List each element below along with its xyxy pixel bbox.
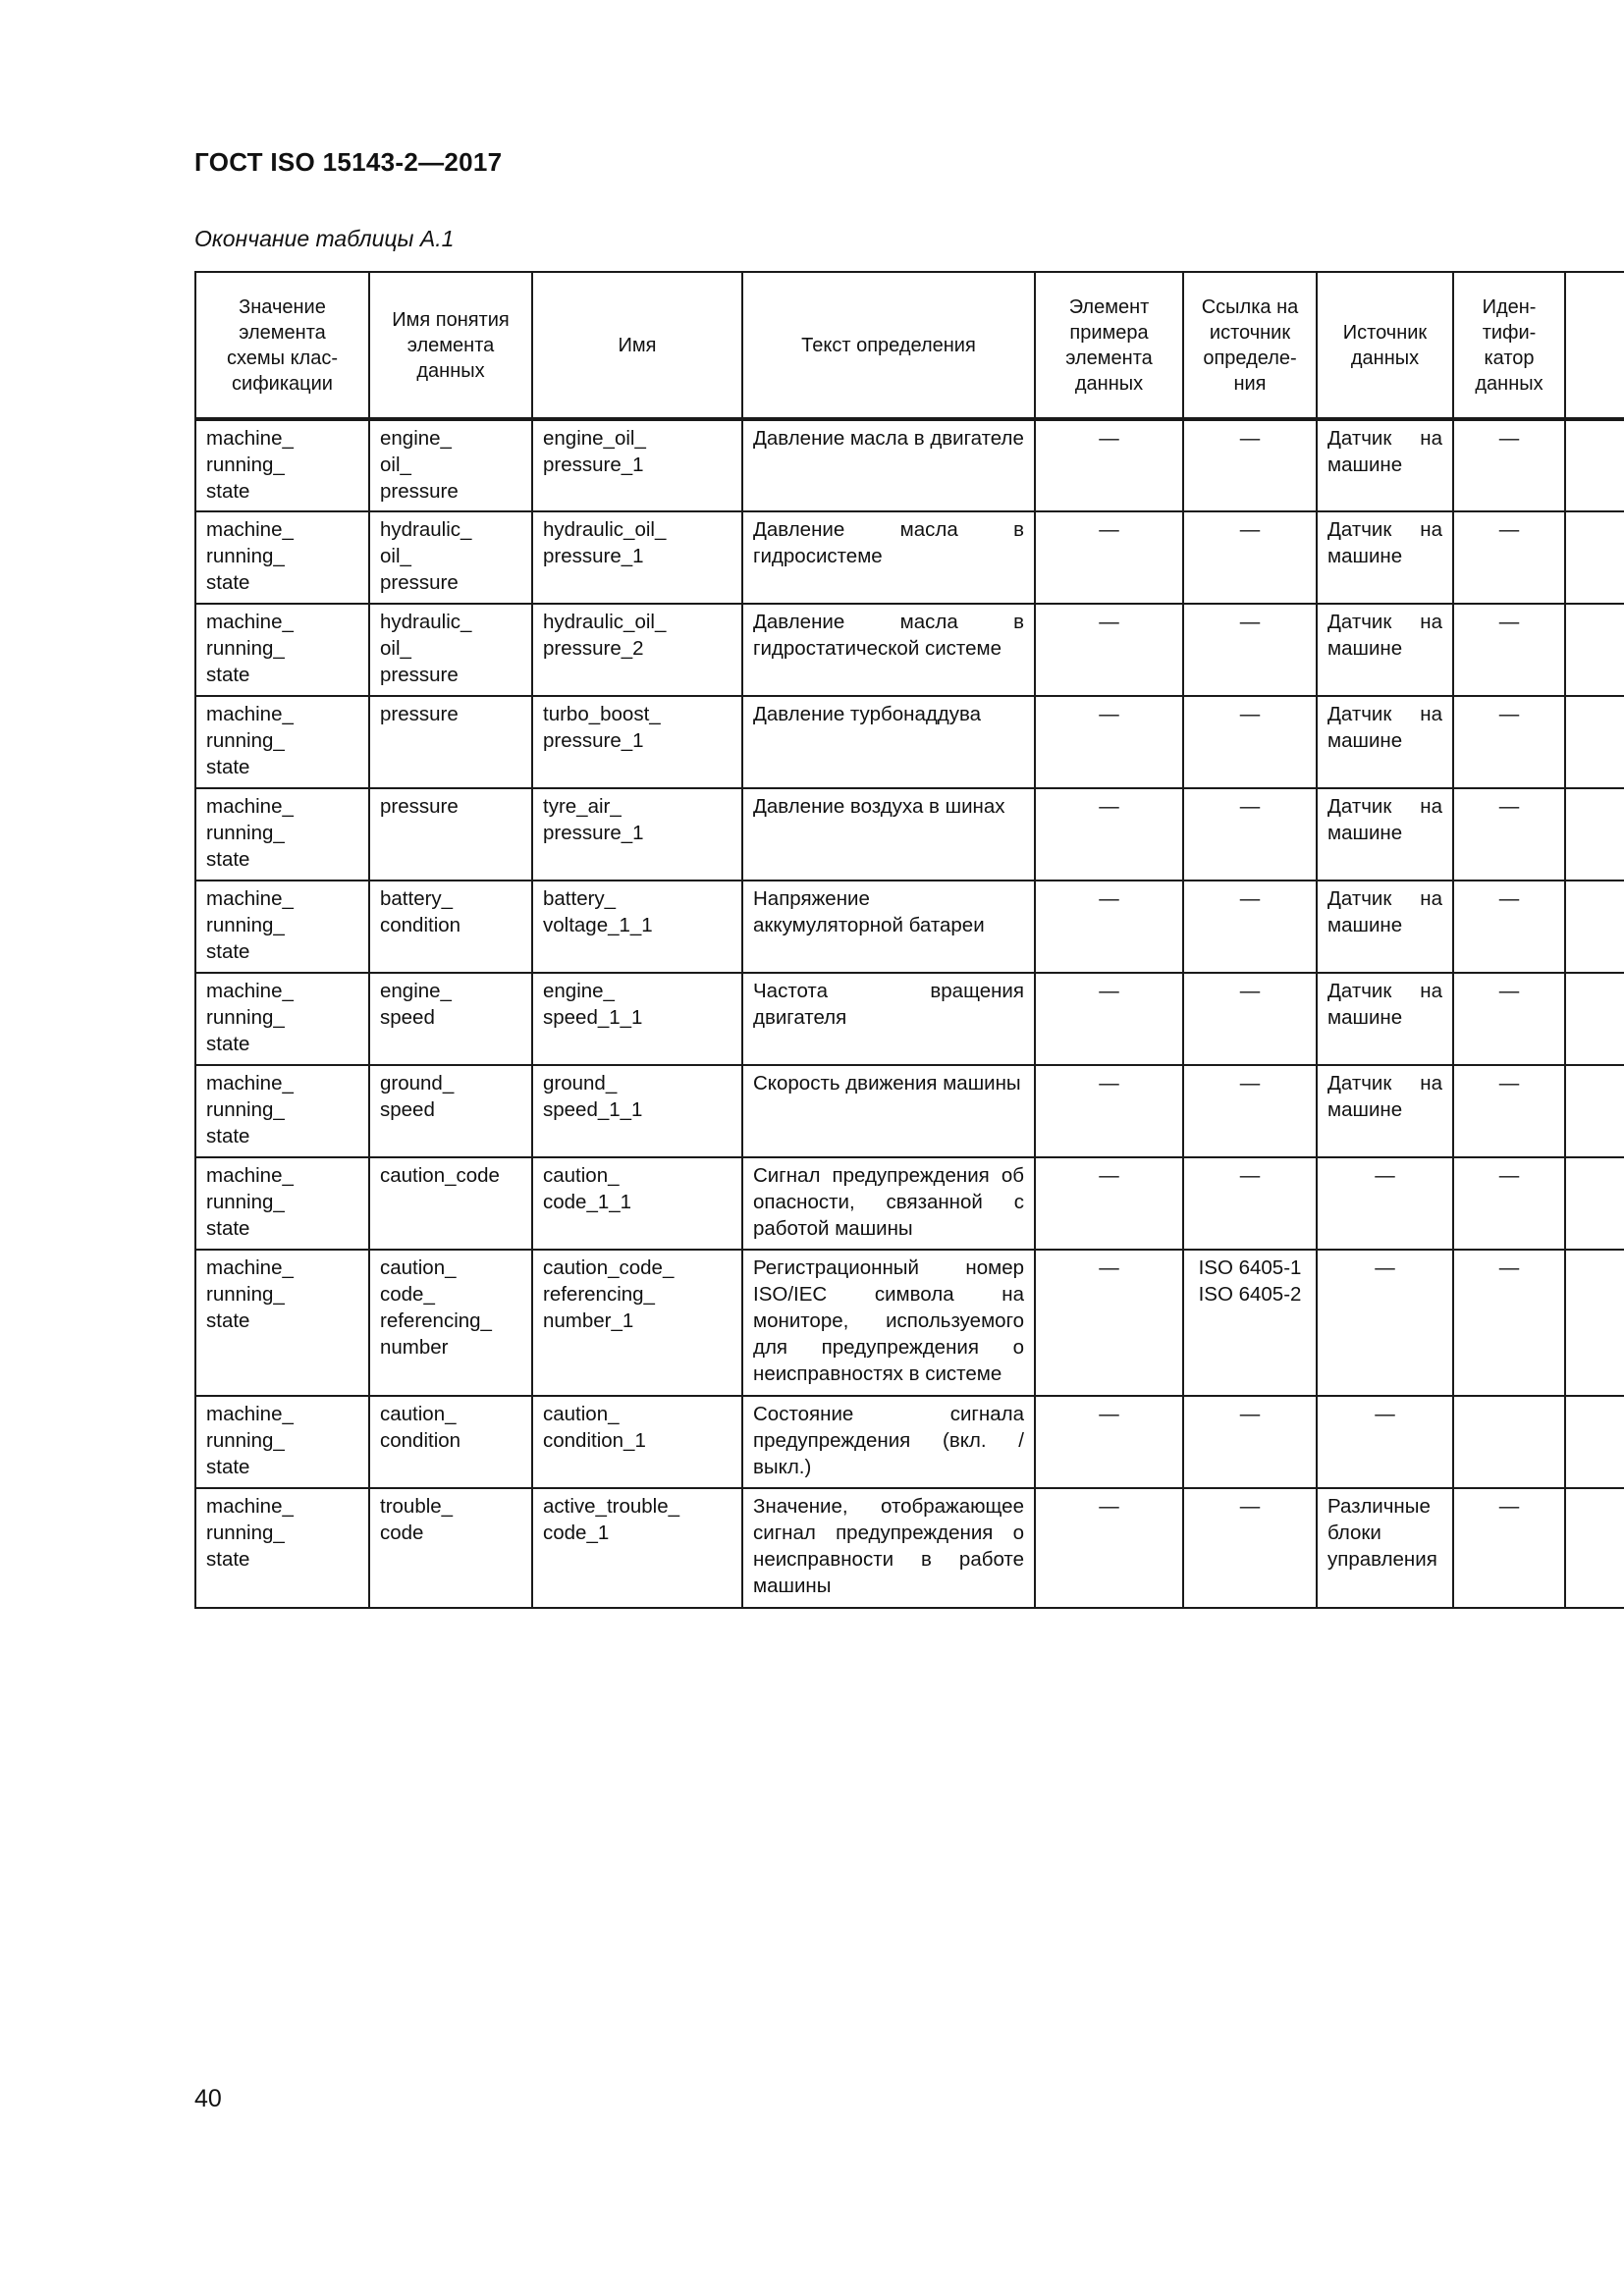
cell-line: voltage_1_1 xyxy=(543,914,653,936)
cell-name xyxy=(532,1488,742,1608)
cell-reference xyxy=(1183,419,1317,511)
cell-line: источник xyxy=(1209,321,1291,344)
cell-identifier: — xyxy=(1453,1250,1565,1396)
cell-line: state xyxy=(206,480,250,503)
cell-line: state xyxy=(206,756,250,778)
cell-line: running_ xyxy=(206,1006,285,1029)
cell-identifier: — xyxy=(1453,604,1565,696)
table-row xyxy=(195,511,1624,604)
cell-example: — xyxy=(1035,1065,1183,1157)
cell-line: oil_ xyxy=(380,637,411,660)
cell-identifier: — xyxy=(1453,881,1565,973)
cell-line: — xyxy=(1239,1164,1261,1187)
cell-line: referencing_ xyxy=(380,1309,492,1332)
cell-line: hydraulic_ xyxy=(380,518,472,541)
cell-line: pressure_1 xyxy=(543,822,644,844)
cell-line: number xyxy=(380,1336,449,1359)
cell-line: state xyxy=(206,848,250,871)
cell-line: running_ xyxy=(206,545,285,567)
cell-line: state xyxy=(206,1125,250,1148)
cell-line: элемента xyxy=(1065,347,1153,369)
cell-name xyxy=(532,419,742,511)
cell-cut-off xyxy=(1565,973,1624,1065)
cell-line: ния xyxy=(1233,372,1267,395)
cell-reference xyxy=(1183,1250,1317,1396)
cell-cut-off xyxy=(1565,419,1624,511)
cell-line: примера xyxy=(1069,321,1149,344)
cell-example: — xyxy=(1035,604,1183,696)
cell-line: state xyxy=(206,1456,250,1478)
cell-identifier: — xyxy=(1453,696,1565,788)
page-number: 40 xyxy=(194,2085,222,2112)
column-header xyxy=(1453,272,1565,419)
cell-data-source: Датчик на машине xyxy=(1317,973,1453,1065)
cell-cut-off xyxy=(1565,1157,1624,1250)
cell-line: oil_ xyxy=(380,545,411,567)
cell-line: pressure xyxy=(380,480,459,503)
table-row xyxy=(195,1065,1624,1157)
cell-data-source: Различные блоки управления xyxy=(1317,1488,1453,1608)
cell-line: ISO 6405-2 xyxy=(1198,1283,1302,1306)
cell-classification-value xyxy=(195,419,369,511)
table-row xyxy=(195,1488,1624,1608)
cell-concept-name xyxy=(369,1250,532,1396)
cell-line: machine_ xyxy=(206,1164,294,1187)
cell-cut-off xyxy=(1565,511,1624,604)
cell-line: running_ xyxy=(206,637,285,660)
table-container xyxy=(194,271,1624,1611)
cell-classification-value xyxy=(195,1157,369,1250)
cell-data-source: Датчик на машине xyxy=(1317,1065,1453,1157)
cell-name xyxy=(532,1396,742,1488)
cell-cut-off xyxy=(1565,1396,1624,1488)
table-row xyxy=(195,604,1624,696)
cell-line: running_ xyxy=(206,454,285,476)
cell-line: — xyxy=(1239,427,1261,450)
cell-definition: Давление воздуха в шинах xyxy=(742,788,1035,881)
cell-line: engine_oil_ xyxy=(543,427,646,450)
cell-line: speed xyxy=(380,1006,435,1029)
cell-classification-value xyxy=(195,604,369,696)
cell-line: hydraulic_oil_ xyxy=(543,611,667,633)
cell-line: данных xyxy=(416,359,485,382)
cell-line: pressure xyxy=(380,571,459,594)
cell-line: hydraulic_oil_ xyxy=(543,518,667,541)
table-row xyxy=(195,788,1624,881)
cell-name xyxy=(532,604,742,696)
cell-line: state xyxy=(206,664,250,686)
cell-line: ground_ xyxy=(543,1072,618,1095)
cell-line: hydraulic_ xyxy=(380,611,472,633)
cell-concept-name xyxy=(369,1488,532,1608)
column-header-cut-off xyxy=(1565,272,1624,419)
table-row xyxy=(195,419,1624,511)
cell-line: элемента xyxy=(239,321,326,344)
cell-line: — xyxy=(1239,1495,1261,1518)
cell-line: code_1_1 xyxy=(543,1191,632,1213)
cell-line: Текст определения xyxy=(801,334,976,356)
column-header xyxy=(369,272,532,419)
cell-line: — xyxy=(1239,518,1261,541)
cell-line: engine_ xyxy=(380,427,452,450)
table-row xyxy=(195,696,1624,788)
cell-data-source: Датчик на машине xyxy=(1317,604,1453,696)
cell-line: state xyxy=(206,1548,250,1571)
cell-identifier: — xyxy=(1453,511,1565,604)
cell-line: battery_ xyxy=(380,887,454,910)
cell-line: данных xyxy=(1074,372,1144,395)
cell-line: turbo_boost_ xyxy=(543,703,661,725)
cell-line: machine_ xyxy=(206,518,294,541)
table-header-row xyxy=(195,272,1624,419)
cell-definition: Давление масла в двигателе xyxy=(742,419,1035,511)
cell-classification-value xyxy=(195,1488,369,1608)
cell-concept-name xyxy=(369,973,532,1065)
cell-definition: Состояние сигнала предупреждения (вкл. / выкл.) xyxy=(742,1396,1035,1488)
cell-line: state xyxy=(206,1033,250,1055)
cell-example: — xyxy=(1035,788,1183,881)
cell-line: Имя xyxy=(618,334,657,356)
cell-line: machine_ xyxy=(206,1495,294,1518)
cell-name xyxy=(532,1065,742,1157)
cell-definition: Давление турбонаддува xyxy=(742,696,1035,788)
cell-line: state xyxy=(206,940,250,963)
cell-data-source: — xyxy=(1317,1157,1453,1250)
cell-example: — xyxy=(1035,1488,1183,1608)
cell-line: running_ xyxy=(206,729,285,752)
cell-line: engine_ xyxy=(543,980,615,1002)
cell-line: схемы клас- xyxy=(226,347,338,369)
cell-reference xyxy=(1183,1065,1317,1157)
cell-line: тифи- xyxy=(1482,321,1537,344)
table-row xyxy=(195,973,1624,1065)
table-row xyxy=(195,1250,1624,1396)
cell-line: Ссылка на xyxy=(1201,295,1299,318)
cell-cut-off xyxy=(1565,788,1624,881)
cell-line: Иден- xyxy=(1482,295,1537,318)
cell-reference xyxy=(1183,696,1317,788)
cell-definition: Частота вращения двигателя xyxy=(742,973,1035,1065)
data-table xyxy=(194,271,1624,1609)
cell-line: machine_ xyxy=(206,887,294,910)
cell-line: caution_code_ xyxy=(543,1256,675,1279)
cell-line: caution_ xyxy=(380,1256,457,1279)
cell-name xyxy=(532,973,742,1065)
cell-line: tyre_air_ xyxy=(543,795,622,818)
cell-concept-name xyxy=(369,604,532,696)
cell-concept-name xyxy=(369,788,532,881)
cell-reference xyxy=(1183,511,1317,604)
cell-classification-value xyxy=(195,696,369,788)
cell-line: condition_1 xyxy=(543,1429,646,1452)
cell-line: code xyxy=(380,1522,424,1544)
cell-line: — xyxy=(1239,980,1261,1002)
cell-line: oil_ xyxy=(380,454,411,476)
cell-line: pressure_1 xyxy=(543,729,644,752)
cell-line: — xyxy=(1239,1072,1261,1095)
cell-line: machine_ xyxy=(206,795,294,818)
cell-name xyxy=(532,1157,742,1250)
cell-line: running_ xyxy=(206,1429,285,1452)
column-header xyxy=(1183,272,1317,419)
cell-line: number_1 xyxy=(543,1309,634,1332)
cell-line: machine_ xyxy=(206,703,294,725)
cell-classification-value xyxy=(195,1396,369,1488)
cell-line: caution_ xyxy=(543,1403,620,1425)
cell-definition: Давление масла в гидростатической системе xyxy=(742,604,1035,696)
cell-concept-name xyxy=(369,1157,532,1250)
cell-example: — xyxy=(1035,419,1183,511)
cell-line: running_ xyxy=(206,1191,285,1213)
cell-classification-value xyxy=(195,881,369,973)
column-header xyxy=(532,272,742,419)
cell-identifier: — xyxy=(1453,1157,1565,1250)
cell-line: pressure xyxy=(380,664,459,686)
cell-line: running_ xyxy=(206,1098,285,1121)
cell-data-source: — xyxy=(1317,1250,1453,1396)
cell-line: battery_ xyxy=(543,887,617,910)
cell-reference xyxy=(1183,1157,1317,1250)
cell-line: pressure_1 xyxy=(543,454,644,476)
cell-line: running_ xyxy=(206,914,285,936)
cell-definition: Напряжение аккумуляторной батареи xyxy=(742,881,1035,973)
cell-cut-off xyxy=(1565,1488,1624,1608)
cell-reference xyxy=(1183,881,1317,973)
table-body xyxy=(195,419,1624,1608)
cell-concept-name xyxy=(369,419,532,511)
cell-example: — xyxy=(1035,1157,1183,1250)
cell-line: данных xyxy=(1475,372,1543,395)
cell-line: — xyxy=(1239,795,1261,818)
cell-data-source: Датчик на машине xyxy=(1317,696,1453,788)
column-header xyxy=(742,272,1035,419)
cell-example: — xyxy=(1035,696,1183,788)
cell-identifier xyxy=(1453,1396,1565,1488)
cell-data-source: — xyxy=(1317,1396,1453,1488)
cell-data-source: Датчик на машине xyxy=(1317,419,1453,511)
cell-line: machine_ xyxy=(206,611,294,633)
cell-line: machine_ xyxy=(206,980,294,1002)
cell-identifier: — xyxy=(1453,1488,1565,1608)
cell-line: machine_ xyxy=(206,427,294,450)
cell-name xyxy=(532,1250,742,1396)
cell-line: определе- xyxy=(1203,347,1297,369)
cell-line: — xyxy=(1239,1403,1261,1425)
cell-identifier: — xyxy=(1453,973,1565,1065)
cell-line: running_ xyxy=(206,1522,285,1544)
cell-line: running_ xyxy=(206,1283,285,1306)
cell-line: элемента xyxy=(406,334,495,356)
cell-line: — xyxy=(1239,611,1261,633)
cell-line: ground_ xyxy=(380,1072,455,1095)
cell-line: engine_ xyxy=(380,980,452,1002)
cell-cut-off xyxy=(1565,1250,1624,1396)
cell-line: referencing_ xyxy=(543,1283,655,1306)
cell-line: pressure xyxy=(380,703,459,725)
cell-line: state xyxy=(206,1217,250,1240)
cell-reference xyxy=(1183,1488,1317,1608)
cell-line: Элемент xyxy=(1068,295,1150,318)
cell-example: — xyxy=(1035,881,1183,973)
document-header: ГОСТ ISO 15143-2—2017 xyxy=(194,147,503,177)
cell-line: pressure_1 xyxy=(543,545,644,567)
cell-name xyxy=(532,696,742,788)
cell-data-source: Датчик на машине xyxy=(1317,881,1453,973)
cell-line: pressure_2 xyxy=(543,637,644,660)
cell-line: — xyxy=(1239,703,1261,725)
cell-concept-name xyxy=(369,696,532,788)
cell-definition: Сигнал предупреждения об опасности, связанной с работой машины xyxy=(742,1157,1035,1250)
cell-line: trouble_ xyxy=(380,1495,454,1518)
column-header xyxy=(1317,272,1453,419)
cell-definition: Скорость движения машины xyxy=(742,1065,1035,1157)
cell-line: machine_ xyxy=(206,1072,294,1095)
cell-classification-value xyxy=(195,511,369,604)
cell-reference xyxy=(1183,973,1317,1065)
cell-classification-value xyxy=(195,1250,369,1396)
cell-identifier: — xyxy=(1453,419,1565,511)
cell-name xyxy=(532,511,742,604)
cell-concept-name xyxy=(369,1065,532,1157)
table-row xyxy=(195,881,1624,973)
cell-cut-off xyxy=(1565,604,1624,696)
cell-line: Значение xyxy=(239,295,326,318)
cell-line: speed xyxy=(380,1098,435,1121)
cell-identifier: — xyxy=(1453,1065,1565,1157)
cell-cut-off xyxy=(1565,1065,1624,1157)
cell-line: active_trouble_ xyxy=(543,1495,680,1518)
cell-definition: Давление масла в гидросистеме xyxy=(742,511,1035,604)
cell-line: сификации xyxy=(232,372,333,395)
cell-line: caution_code xyxy=(380,1164,500,1187)
cell-line: Имя понятия xyxy=(392,308,510,331)
cell-line: pressure xyxy=(380,795,459,818)
cell-example: — xyxy=(1035,973,1183,1065)
table-row xyxy=(195,1396,1624,1488)
cell-line: state xyxy=(206,571,250,594)
cell-line: катор xyxy=(1484,347,1535,369)
cell-example: — xyxy=(1035,1250,1183,1396)
cell-line: machine_ xyxy=(206,1256,294,1279)
cell-concept-name xyxy=(369,511,532,604)
cell-cut-off xyxy=(1565,696,1624,788)
cell-example: — xyxy=(1035,511,1183,604)
cell-name xyxy=(532,881,742,973)
cell-line: running_ xyxy=(206,822,285,844)
cell-reference xyxy=(1183,604,1317,696)
cell-name xyxy=(532,788,742,881)
cell-concept-name xyxy=(369,881,532,973)
cell-identifier: — xyxy=(1453,788,1565,881)
table-row xyxy=(195,1157,1624,1250)
cell-data-source: Датчик на машине xyxy=(1317,511,1453,604)
cell-line: speed_1_1 xyxy=(543,1006,643,1029)
cell-line: code_ xyxy=(380,1283,435,1306)
cell-line: данных xyxy=(1350,347,1420,369)
cell-line: condition xyxy=(380,1429,461,1452)
cell-cut-off xyxy=(1565,881,1624,973)
column-header xyxy=(195,272,369,419)
cell-line: — xyxy=(1239,887,1261,910)
cell-classification-value xyxy=(195,788,369,881)
cell-line: speed_1_1 xyxy=(543,1098,643,1121)
cell-concept-name xyxy=(369,1396,532,1488)
cell-example: — xyxy=(1035,1396,1183,1488)
cell-line: code_1 xyxy=(543,1522,610,1544)
cell-line: ISO 6405-1 xyxy=(1198,1256,1302,1279)
cell-line: machine_ xyxy=(206,1403,294,1425)
cell-line: state xyxy=(206,1309,250,1332)
cell-data-source: Датчик на машине xyxy=(1317,788,1453,881)
cell-reference xyxy=(1183,788,1317,881)
cell-classification-value xyxy=(195,973,369,1065)
cell-definition: Регистрационный номер ISO/IEC символа на мониторе, используемого для предупреждения о неисправностях в системе xyxy=(742,1250,1035,1396)
cell-line: condition xyxy=(380,914,461,936)
column-header xyxy=(1035,272,1183,419)
table-caption: Окончание таблицы А.1 xyxy=(194,226,455,251)
cell-classification-value xyxy=(195,1065,369,1157)
cell-line: caution_ xyxy=(543,1164,620,1187)
cell-reference xyxy=(1183,1396,1317,1488)
cell-definition: Значение, отображающее сигнал предупреждения о неисправности в работе машины xyxy=(742,1488,1035,1608)
cell-line: caution_ xyxy=(380,1403,457,1425)
cell-line: Источник xyxy=(1342,321,1428,344)
